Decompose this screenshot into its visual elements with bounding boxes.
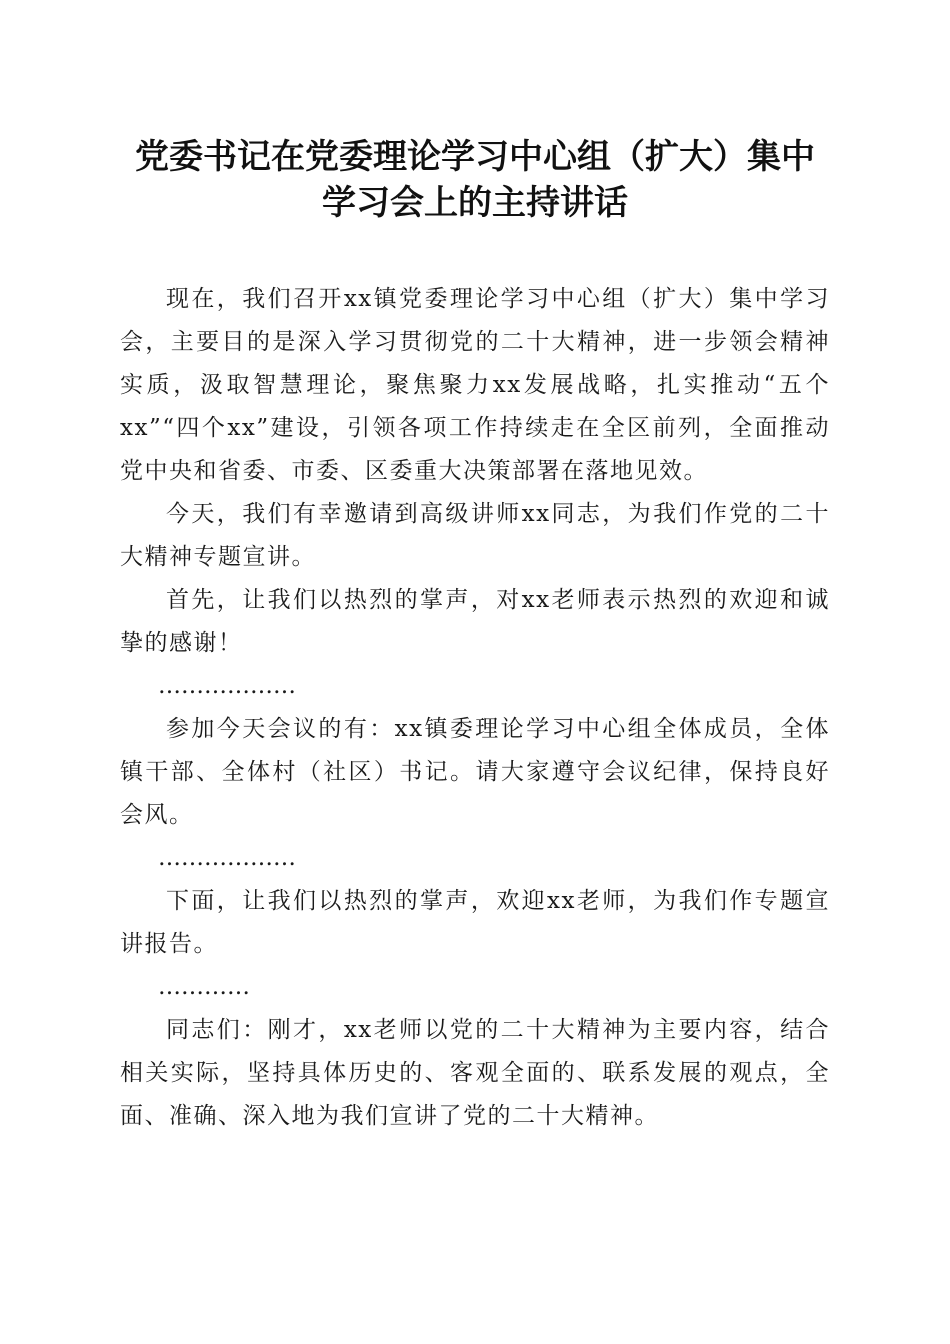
paragraph-invite-report: 下面，让我们以热烈的掌声，欢迎xx老师，为我们作专题宣讲报告。 [120, 888, 830, 957]
paragraph-speaker-intro: 今天，我们有幸邀请到高级讲师xx同志，为我们作党的二十大精神专题宣讲。 [120, 501, 830, 570]
paragraph-opening: 现在，我们召开xx镇党委理论学习中心组（扩大）集中学习会，主要目的是深入学习贯彻党的二十大精神，进一步领会精神实质，汲取智慧理论，聚焦聚力xx发展战略，扎实推动“五个xx”“四个xx”建设，引领各项工作持续走在全区前列，全面推动党中央和省委、市委、区委重大决策部署在落地见效。 [120, 286, 830, 484]
paragraph-welcome: 首先，让我们以热烈的掌声，对xx老师表示热烈的欢迎和诚挚的感谢！ [120, 587, 830, 656]
document-title [100, 134, 850, 226]
paragraph-attendees: 参加今天会议的有：xx镇委理论学习中心组全体成员，全体镇干部、全体村（社区）书记。请大家遵守会议纪律，保持良好会风。 [120, 716, 830, 828]
document-body [120, 278, 830, 1138]
title-line-1: 党委书记在党委理论学习中心组（扩大）集中 [135, 137, 815, 177]
ellipsis-separator: ……………… [158, 673, 296, 699]
title-line-2: 学习会上的主持讲话 [322, 183, 628, 223]
ellipsis-separator: ………… [158, 974, 250, 1000]
paragraph-summary: 同志们：刚才，xx老师以党的二十大精神为主要内容，结合相关实际，坚持具体历史的、客观全面的、联系发展的观点，全面、准确、深入地为我们宣讲了党的二十大精神。 [120, 1017, 830, 1129]
ellipsis-separator: ……………… [158, 845, 296, 871]
